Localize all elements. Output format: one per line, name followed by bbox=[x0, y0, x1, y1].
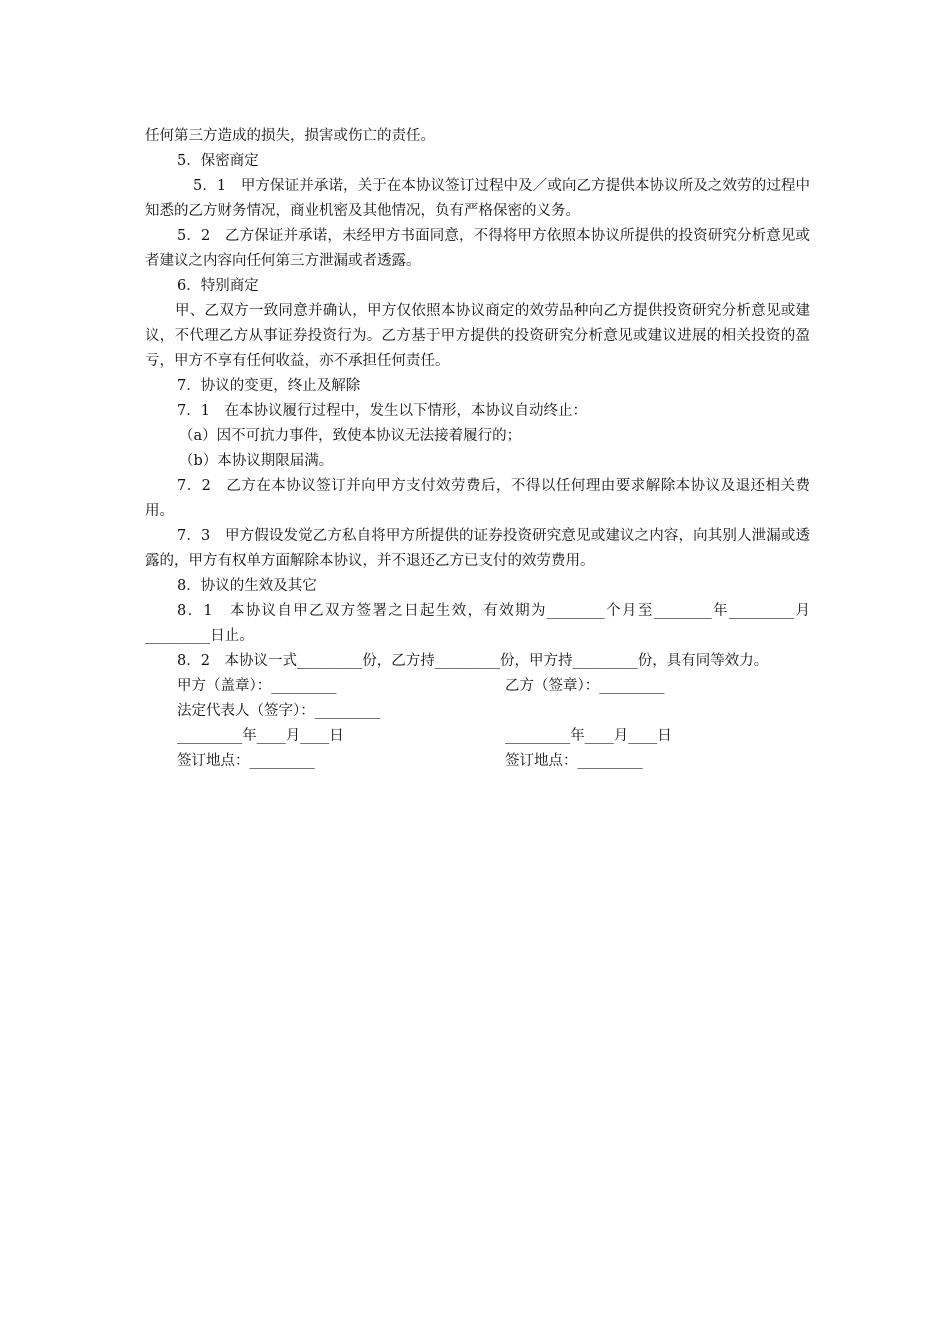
party-a-seal-field: 甲方（盖章）：_________ bbox=[177, 678, 337, 694]
party-b-date-field: _________年____月____日 bbox=[505, 728, 672, 744]
clause-7-1-b: （b）本协议期限届满。 bbox=[179, 453, 334, 469]
clause-8-2: 8．2 本协议一式_________份，乙方持_________份，甲方持_________份，具有同等效力。 bbox=[177, 653, 769, 669]
clause-7-2: 7．2 乙方在本协议签订并向甲方支付效劳费后，不得以任何理由要求解除本协议及退还相关费用。 bbox=[145, 478, 810, 519]
paragraph-continuation: 任何第三方造成的损失，损害或伤亡的责任。 bbox=[145, 128, 435, 144]
party-b-place-field: 签订地点：_________ bbox=[505, 753, 643, 769]
section-8-heading: 8．协议的生效及其它 bbox=[177, 578, 317, 594]
party-a-date-field: _________年____月____日 bbox=[177, 728, 344, 744]
clause-8-1: 8．1 本协议自甲乙双方签署之日起生效，有效期为________个月至________年_________月_________日止。 bbox=[145, 603, 810, 644]
legal-rep-field: 法定代表人（签字）：_________ bbox=[177, 703, 380, 719]
section-6-body: 甲、乙双方一致同意并确认，甲方仅依照本协议商定的效劳品种向乙方提供投资研究分析意见或建议，不代理乙方从事证券投资行为。乙方基于甲方提供的投资研究分析意见或建议进展的相关投资的盈亏，甲方不享有任何收益，亦不承担任何责任。 bbox=[145, 303, 810, 369]
party-b-seal-field: 乙方（签章）：_________ bbox=[505, 678, 665, 694]
clause-7-3: 7．3 甲方假设发觉乙方私自将甲方所提供的证券投资研究意见或建议之内容，向其别人泄漏或透露的，甲方有权单方面解除本协议，并不退还乙方已支付的效劳费用。 bbox=[145, 528, 810, 569]
signature-row-legal-rep bbox=[145, 699, 810, 724]
section-5-heading: 5．保密商定 bbox=[177, 153, 259, 169]
section-7-heading: 7．协议的变更，终止及解除 bbox=[177, 378, 361, 394]
signature-row-place bbox=[145, 749, 810, 774]
section-6-heading: 6．特别商定 bbox=[177, 278, 259, 294]
clause-5-2: 5．2 乙方保证并承诺，未经甲方书面同意，不得将甲方依照本协议所提供的投资研究分析意见或者建议之内容向任何第三方泄漏或者透露。 bbox=[145, 228, 810, 269]
signature-row-date bbox=[145, 724, 810, 749]
signature-row-seal bbox=[145, 674, 810, 699]
party-a-place-field: 签订地点：_________ bbox=[177, 753, 315, 769]
document-page bbox=[145, 124, 810, 774]
clause-7-1-a: （a）因不可抗力事件，致使本协议无法接着履行的； bbox=[179, 428, 522, 444]
clause-5-1: 5．1 甲方保证并承诺，关于在本协议签订过程中及／或向乙方提供本协议所及之效劳的过程中知悉的乙方财务情况，商业机密及其他情况，负有严格保密的义务。 bbox=[145, 178, 810, 219]
clause-7-1: 7．1 在本协议履行过程中，发生以下情形，本协议自动终止： bbox=[177, 403, 587, 419]
